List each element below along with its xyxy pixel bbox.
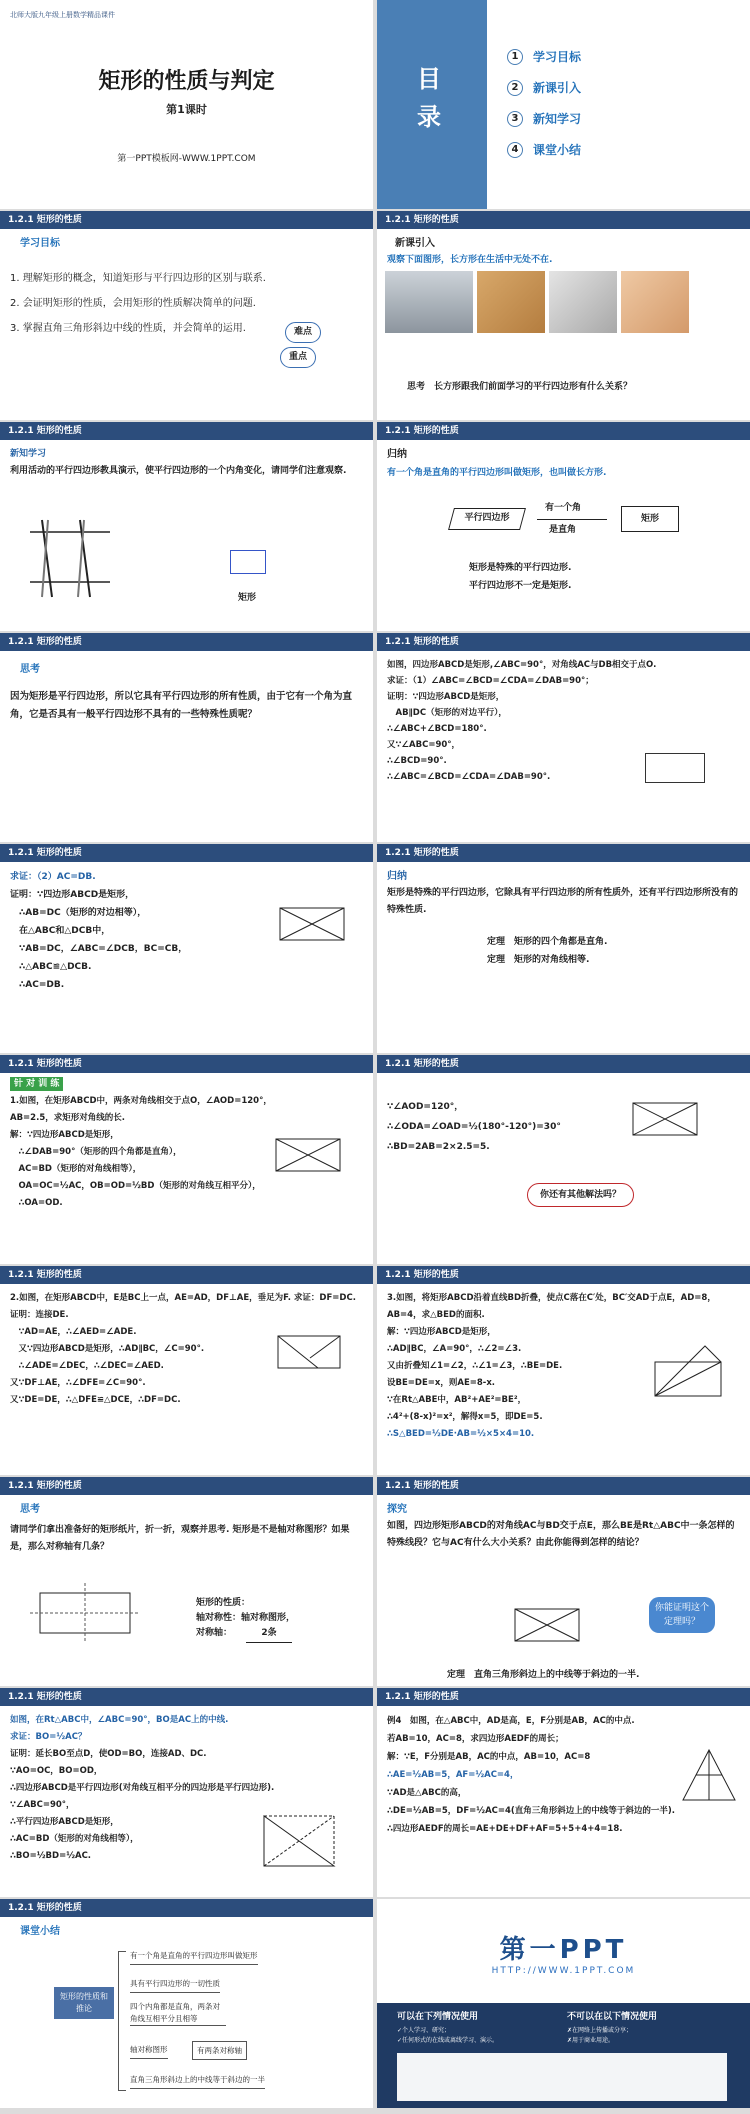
proof-line: ∴平行四边形ABCD是矩形，	[10, 1817, 119, 1827]
photo-steel-beam	[385, 271, 473, 333]
usage-right-line: ✗在网络上传播或分享；	[567, 2027, 633, 2034]
exercise-line: OA=OC=½AC，OB=OD=½BD（矩形的对角线互相平分），	[10, 1181, 261, 1191]
cover-subtitle: 第1课时	[166, 103, 207, 116]
heading: 新知学习	[10, 449, 47, 459]
cover-top-note: 北师大版九年级上册数学精品课件	[10, 11, 115, 19]
proof-line: 证明：∵四边形ABCD是矩形，	[387, 692, 505, 702]
slide-header: 1.2.1 矩形的性质	[0, 844, 373, 862]
slide-header: 1.2.1 矩形的性质	[377, 1688, 750, 1706]
toc-num: 1	[507, 49, 523, 65]
obj-1: 1. 理解矩形的概念，知道矩形与平行四边形的区别与联系.	[10, 273, 266, 284]
parallelogram-tool-figure	[20, 512, 150, 602]
heading: 思考	[20, 664, 40, 675]
think-text: 请同学们拿出准备好的矩形纸片，折一折，观察并思考. 矩形是不是轴对称图形？如果是，那么对称轴有几条？	[10, 1525, 350, 1552]
think-question: 思考 长方形跟我们前面学习的平行四边形有什么关系？	[407, 382, 633, 392]
toc-num: 2	[507, 80, 523, 96]
example-line: ∴DE=½AB=5，DF=½AC=4(直角三角形斜边上的中线等于斜边的一半).	[387, 1806, 675, 1816]
example-line: ∵AD是△ABC的高，	[387, 1788, 467, 1798]
exercise-line: ∴OA=OD.	[10, 1198, 63, 1208]
rectangle-box: 矩形	[621, 506, 679, 532]
exercise-line: ∴4²+(8-x)²=x²，解得x=5，即DE=5.	[387, 1412, 543, 1422]
summary-line2: 平行四边形不一定是矩形.	[469, 581, 572, 591]
slide-exercise2	[0, 1266, 373, 1475]
heading: 新课引入	[395, 238, 435, 249]
proof-line: 在△ABC和△DCB中，	[10, 926, 111, 936]
toc-text: 学习目标	[533, 50, 582, 64]
solution-line: ∴∠ODA=∠OAD=½(180°-120°)=30°	[387, 1122, 561, 1132]
proof-line: 如图，四边形ABCD是矩形,∠ABC=90°，对角线AC与DB相交于点O.	[387, 660, 657, 670]
tag-key: 重点	[280, 347, 316, 368]
slide-exercise1-cont	[377, 1055, 750, 1264]
proof-line: ∴四边形ABCD是平行四边形(对角线互相平分的四边形是平行四边形).	[10, 1783, 275, 1793]
slide-header: 1.2.1 矩形的性质	[377, 633, 750, 651]
slide-example4	[377, 1688, 750, 1897]
solution-line: ∴BD=2AB=2×2.5=5.	[387, 1142, 490, 1152]
summary-text: 矩形是特殊的平行四边形，它除具有平行四边形的所有性质外，还有平行四边形所没有的特殊性质.	[387, 888, 739, 915]
slide-proof-angles	[377, 633, 750, 842]
heading: 探究	[387, 1504, 407, 1515]
slide-new-knowledge	[0, 422, 373, 631]
slide-think	[0, 633, 373, 842]
slide-header: 1.2.1 矩形的性质	[0, 422, 373, 440]
proof-line: 求证：（1）∠ABC=∠BCD=∠CDA=∠DAB=90°；	[387, 676, 594, 686]
proof-line: 如图，在Rt△ABC中，∠ABC=90°，BO是AC上的中线.	[10, 1715, 229, 1725]
proof-line: ∵AB=DC，∠ABC=∠DCB，BC=CB，	[10, 944, 188, 954]
toc-list	[507, 48, 581, 158]
rectangle-symmetry-figure	[30, 1583, 140, 1643]
exercise-line: 解：∵四边形ABCD是矩形，	[387, 1327, 496, 1337]
proof-line: ∴∠ABC+∠BCD=180°.	[387, 724, 487, 734]
summary-center: 矩形的性质和推论	[54, 1987, 114, 2019]
heading: 归纳	[387, 871, 407, 882]
rectangle-figure	[645, 753, 705, 783]
triangle-figure	[679, 1746, 739, 1806]
proof-line: ∴∠ABC=∠BCD=∠CDA=∠DAB=90°.	[387, 772, 551, 782]
rectangle-e-figure	[270, 1328, 350, 1378]
proof-line: 证明：∵四边形ABCD是矩形，	[10, 890, 135, 900]
heading: 归纳	[387, 449, 407, 460]
summary-item: 具有平行四边形的一切性质	[130, 1975, 220, 1993]
slide-objectives	[0, 211, 373, 420]
slide-toc	[377, 0, 750, 209]
property-axis: 轴对称性：轴对称图形，	[196, 1613, 296, 1623]
toc-item[interactable]	[507, 79, 581, 96]
proof-line: ∴BO=½BD=½AC.	[10, 1851, 92, 1861]
obj-2: 2. 会证明矩形的性质，会用矩形的性质解决简单的问题.	[10, 298, 256, 309]
slide-theorems	[377, 844, 750, 1053]
heading: 思考	[20, 1504, 40, 1515]
proof-line: 求证：（2）AC=DB.	[10, 872, 96, 882]
exercise-line: ∵AD=AE，∴∠AED=∠ADE.	[10, 1327, 137, 1337]
slide-intro	[377, 211, 750, 420]
rectangle-figure	[268, 1131, 348, 1181]
example-line: 例4 如图，在△ABC中，AD是高，E，F分别是AB，AC的中点.	[387, 1716, 635, 1726]
slide-summary-def	[377, 422, 750, 631]
summary-item: 直角三角形斜边上的中线等于斜边的一半	[130, 2071, 265, 2089]
slide-header: 1.2.1 矩形的性质	[377, 1055, 750, 1073]
summary-sub: 有两条对称轴	[192, 2041, 247, 2060]
toc-text: 课堂小结	[533, 143, 582, 157]
rectangle-figure	[625, 1095, 705, 1145]
exercise-line: 2.如图，在矩形ABCD中，E是BC上一点，AE=AD，DF⊥AE，垂足为F. 求证：DF=DC.	[10, 1293, 356, 1303]
usage-left-title: 可以在下列情况使用	[397, 2012, 479, 2022]
proof-line: ∴AC=BD（矩形的对角线相等），	[10, 1834, 139, 1844]
toc-text: 新知学习	[533, 112, 582, 126]
rectangle-label: 矩形	[238, 593, 257, 603]
end-url: HTTP://WWW.1PPT.COM	[491, 1966, 636, 1976]
proof-line: ∴AC=DB.	[10, 980, 65, 990]
example-line: ∴四边形AEDF的周长=AE+DE+DF+AF=5+5+4+4=18.	[387, 1824, 623, 1834]
heading: 课堂小结	[20, 1926, 60, 1937]
cover-title: 矩形的性质与判定	[98, 69, 275, 94]
observe-line: 观察下面图形，长方形在生活中无处不在.	[387, 255, 553, 265]
slide-header: 1.2.1 矩形的性质	[377, 844, 750, 862]
theorem-2: 定理 矩形的对角线相等.	[487, 955, 590, 965]
theorem: 定理 直角三角形斜边上的中线等于斜边的一半.	[447, 1670, 640, 1680]
slide-proof-median	[0, 1688, 373, 1897]
heading: 学习目标	[20, 238, 60, 249]
exercise-line: 证明：连接DE.	[10, 1310, 69, 1320]
proof-line: ∵∠ABC=90°，	[10, 1800, 75, 1810]
property-title: 矩形的性质：	[196, 1598, 251, 1608]
exercise-line: 解：∵四边形ABCD是矩形，	[10, 1130, 119, 1140]
theorem-1: 定理 矩形的四个角都是直角.	[487, 937, 608, 947]
obj-3: 3. 掌握直角三角形斜边中线的性质，并会简单的运用.	[10, 323, 246, 334]
slide-explore	[377, 1477, 750, 1686]
definition: 有一个角是直角的平行四边形叫做矩形，也叫做长方形.	[387, 468, 607, 478]
usage-right-line: ✗用于商业用途。	[567, 2037, 615, 2044]
slide-end	[377, 1899, 750, 2108]
slide-header: 1.2.1 矩形的性质	[377, 422, 750, 440]
photo-cutting-board	[477, 271, 545, 333]
photo-row	[385, 271, 689, 333]
exercise-line: AC=BD（矩形的对角线相等），	[10, 1164, 142, 1174]
summary-item: 轴对称图形	[130, 2041, 168, 2059]
slide-header: 1.2.1 矩形的性质	[0, 1055, 373, 1073]
link-block	[397, 2053, 727, 2101]
proof-line: ∴AB=DC（矩形的对边相等），	[10, 908, 147, 918]
slide-exercise1	[0, 1055, 373, 1264]
usage-panel	[377, 2003, 750, 2108]
slide-header: 1.2.1 矩形的性质	[0, 211, 373, 229]
demo-text: 利用活动的平行四边形教具演示，使平行四边形的一个内角变化，请同学们注意观察.	[10, 466, 347, 476]
solution-line: ∵∠AOD=120°，	[387, 1102, 464, 1112]
proof-line: 证明：延长BO至点D，使OD=BO，连接AD、DC.	[10, 1749, 207, 1759]
summary-line1: 矩形是特殊的平行四边形.	[469, 563, 572, 573]
explore-text: 如图，四边形矩形ABCD的对角线AC与BD交于点E，那么BE是Rt△ABC中一条怎样的特殊线段？它与AC有什么大小关系？由此你能得到怎样的结论？	[387, 1521, 735, 1548]
slide-cover	[0, 0, 373, 209]
exercise-line: 3.如图，将矩形ABCD沿着直线BD折叠，使点C落在C′处，BC′交AD于点E，AD=8，AB=4，求△BED的面积.	[387, 1293, 716, 1320]
exercise-line: ∴∠DAB=90°（矩形的四个角都是直角），	[10, 1147, 182, 1157]
toc-num: 4	[507, 142, 523, 158]
tag-difficult: 难点	[285, 322, 321, 343]
example-line: ∴AE=½AB=5，AF=½AC=4，	[387, 1770, 519, 1780]
slide-header: 1.2.1 矩形的性质	[0, 1477, 373, 1495]
usage-left-line: ✓任何形式的在线或离线学习、演示。	[397, 2037, 499, 2044]
summary-item: 四个内角都是直角，两条对角线互相平分且相等	[130, 2001, 226, 2026]
exercise-line: 设BE=DE=x，则AE=8-x.	[387, 1378, 496, 1388]
exercise-line: ∴AD∥BC，∠A=90°，∴∠2=∠3.	[387, 1344, 522, 1354]
right-triangle-figure	[254, 1806, 344, 1876]
exercise-line: ∴∠ADE=∠DEC，∴∠DEC=∠AED.	[10, 1361, 164, 1371]
slide-header: 1.2.1 矩形的性质	[0, 1899, 373, 1917]
summary-item: 有一个角是直角的平行四边形叫做矩形	[130, 1947, 258, 1965]
usage-right-title: 不可以在以下情况使用	[567, 2012, 658, 2022]
property-count: 2条	[246, 1625, 292, 1643]
property-count-label: 对称轴：	[196, 1628, 233, 1638]
prove-bubble: 你能证明这个定理吗？	[649, 1597, 715, 1633]
toc-item[interactable]	[507, 141, 581, 158]
photo-tray	[621, 271, 689, 333]
slide-proof-diagonals	[0, 844, 373, 1053]
exercise-line: 又∵DF⊥AE，∴∠DFE=∠C=90°.	[10, 1378, 146, 1388]
box1-label: 平行四边形	[464, 513, 510, 523]
arrow-top: 有一个角	[545, 503, 582, 513]
slide-header: 1.2.1 矩形的性质	[0, 1266, 373, 1284]
exercise-line: 又∵DE=DE，∴△DFE≌△DCE，∴DF=DC.	[10, 1395, 181, 1405]
toc-item[interactable]	[507, 48, 581, 65]
practice-tag: 针 对 训 练	[10, 1077, 63, 1091]
rectangle-abcd-figure	[272, 900, 352, 950]
proof-line: ∴△ABC≌△DCB.	[10, 962, 92, 972]
arrow-line	[537, 519, 607, 520]
cover-site: 第一PPT模板网-WWW.1PPT.COM	[117, 154, 256, 164]
exercise-line: ∵在Rt△ABE中，AB²+AE²=BE²，	[387, 1395, 527, 1405]
exercise-line: AB=2.5，求矩形对角线的长.	[10, 1113, 125, 1123]
toc-label: 目 录	[417, 65, 441, 131]
rectangle-shape	[230, 550, 266, 574]
proof-line: ∵AO=OC，BO=OD，	[10, 1766, 103, 1776]
arrow-bottom: 是直角	[549, 525, 577, 535]
exercise-line: 1.如图，在矩形ABCD中，两条对角线相交于点O，∠AOD=120°，	[10, 1096, 272, 1106]
proof-line: 又∵∠ABC=90°，	[387, 740, 461, 750]
toc-num: 3	[507, 111, 523, 127]
usage-left-line: ✓个人学习、研究；	[397, 2027, 451, 2034]
slide-symmetry	[0, 1477, 373, 1686]
slide-header: 1.2.1 矩形的性质	[0, 633, 373, 651]
proof-line: ∴∠BCD=90°.	[387, 756, 447, 766]
proof-line: 求证：BO=½AC？	[10, 1732, 87, 1742]
slide-header: 1.2.1 矩形的性质	[0, 1688, 373, 1706]
toc-item[interactable]	[507, 110, 581, 127]
slide-exercise3	[377, 1266, 750, 1475]
slide-header: 1.2.1 矩形的性质	[377, 211, 750, 229]
slide-header: 1.2.1 矩形的性质	[377, 1266, 750, 1284]
end-logo: 第一PPT	[499, 1935, 628, 1965]
exercise-line: ∴S△BED=½DE·AB=½×5×4=10.	[387, 1429, 535, 1439]
rectangle-diag-figure	[507, 1601, 587, 1651]
other-method-bubble: 你还有其他解法吗？	[527, 1183, 634, 1207]
think-text: 因为矩形是平行四边形，所以它具有平行四边形的所有性质，由于它有一个角为直角，它是否具有一般平行四边形不具有的一些特殊性质呢？	[10, 691, 353, 720]
exercise-line: 又∵四边形ABCD是矩形，∴AD∥BC，∠C=90°.	[10, 1344, 205, 1354]
photo-box	[549, 271, 617, 333]
toc-text: 新课引入	[533, 81, 582, 95]
example-line: 解：∵E，F分别是AB，AC的中点，AB=10，AC=8	[387, 1752, 591, 1762]
slide-header: 1.2.1 矩形的性质	[377, 1477, 750, 1495]
summary-bracket	[118, 1951, 126, 2091]
fold-figure	[649, 1342, 729, 1412]
example-line: 若AB=10，AC=8，求四边形AEDF的周长；	[387, 1734, 564, 1744]
slide-summary	[0, 1899, 373, 2108]
exercise-line: 又由折叠知∠1=∠2，∴∠1=∠3，∴BE=DE.	[387, 1361, 563, 1371]
proof-line: AB∥DC（矩形的对边平行），	[387, 708, 507, 718]
